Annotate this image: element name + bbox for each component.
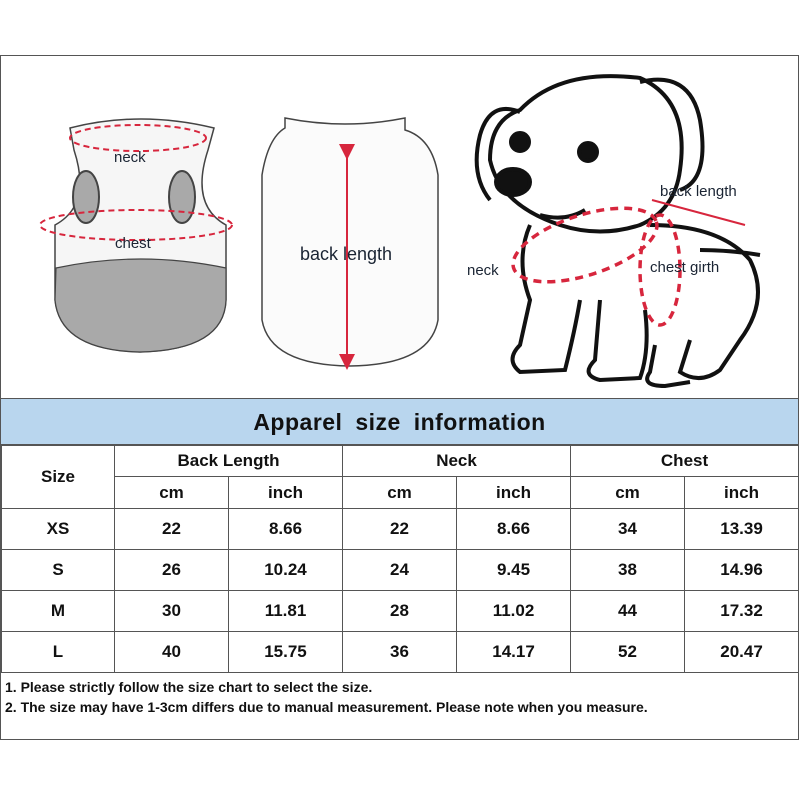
value-cell: 44 [571, 591, 685, 632]
value-cell: 11.02 [457, 591, 571, 632]
dog-neck-label: neck [467, 262, 499, 279]
unit-header: cm [115, 477, 229, 509]
header-row-groups [2, 445, 799, 477]
value-cell: 34 [571, 509, 685, 550]
value-cell: 11.81 [229, 591, 343, 632]
size-cell: L [2, 632, 115, 673]
table-row [2, 509, 799, 550]
table-row [2, 591, 799, 632]
value-cell: 40 [115, 632, 229, 673]
size-header: Size [2, 445, 115, 509]
unit-header: inch [229, 477, 343, 509]
value-cell: 22 [343, 509, 457, 550]
value-cell: 10.24 [229, 550, 343, 591]
value-cell: 15.75 [229, 632, 343, 673]
notes [5, 677, 648, 717]
value-cell: 26 [115, 550, 229, 591]
value-cell: 14.96 [685, 550, 799, 591]
dog-diagram [477, 76, 760, 386]
shirt-neck-label: neck [114, 149, 146, 166]
value-cell: 8.66 [229, 509, 343, 550]
dog-chest-girth-label: chest girth [650, 259, 720, 276]
unit-header: inch [685, 477, 799, 509]
shirt-chest-label: chest [115, 235, 151, 252]
value-cell: 28 [343, 591, 457, 632]
table-row [2, 632, 799, 673]
value-cell: 22 [115, 509, 229, 550]
value-cell: 14.17 [457, 632, 571, 673]
value-cell: 30 [115, 591, 229, 632]
value-cell: 17.32 [685, 591, 799, 632]
size-cell: XS [2, 509, 115, 550]
size-cell: S [2, 550, 115, 591]
unit-header: inch [457, 477, 571, 509]
value-cell: 8.66 [457, 509, 571, 550]
group-header-chest: Chest [571, 445, 799, 477]
value-cell: 36 [343, 632, 457, 673]
dog-back-length-label: back length [660, 183, 737, 200]
illustration-area [0, 56, 800, 396]
shirt-back-diagram [262, 118, 438, 366]
table-row [2, 550, 799, 591]
value-cell: 9.45 [457, 550, 571, 591]
shirt-front-diagram [40, 119, 232, 352]
note-line: 1. Please strictly follow the size chart to select the size. [5, 679, 373, 695]
size-cell: M [2, 591, 115, 632]
group-header-back-length: Back Length [115, 445, 343, 477]
size-table [1, 444, 799, 673]
value-cell: 38 [571, 550, 685, 591]
unit-header: cm [343, 477, 457, 509]
note-line: 2. The size may have 1-3cm differs due to manual measurement. Please note when you measure. [5, 699, 648, 715]
value-cell: 20.47 [685, 632, 799, 673]
value-cell: 52 [571, 632, 685, 673]
value-cell: 13.39 [685, 509, 799, 550]
value-cell: 24 [343, 550, 457, 591]
shirt-back-length-label: back length [300, 244, 393, 264]
header-row-units [2, 477, 799, 509]
unit-header: cm [571, 477, 685, 509]
group-header-neck: Neck [343, 445, 571, 477]
table-title: Apparel size information [1, 398, 798, 446]
